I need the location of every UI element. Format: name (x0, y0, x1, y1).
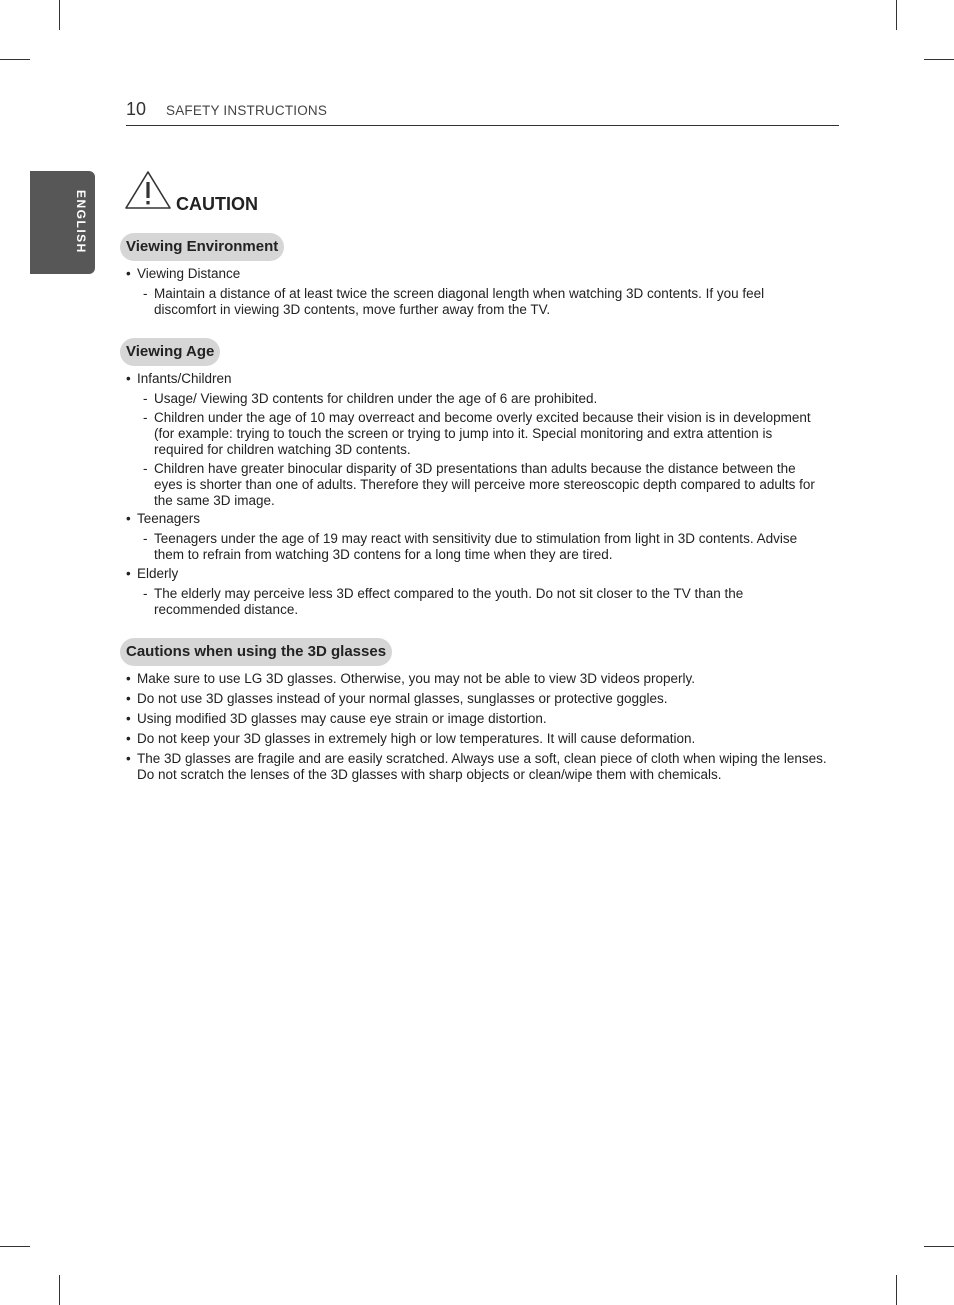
list-item-text: Using modified 3D glasses may cause eye strain or image distortion. (137, 711, 547, 726)
bullet: • (126, 266, 131, 281)
crop-mark (0, 1246, 30, 1247)
list-item-text: Infants/Children (137, 371, 232, 386)
crop-mark (59, 1275, 60, 1305)
header-rule (126, 125, 839, 126)
crop-mark (0, 59, 30, 60)
section-heading-viewing-environment: Viewing Environment (120, 233, 284, 261)
language-tab-label: ENGLISH (74, 190, 88, 254)
list-item-text: Elderly (137, 566, 179, 581)
section-heading-viewing-age: Viewing Age (120, 338, 220, 366)
warning-triangle-icon (124, 170, 172, 212)
sub-list-item-text: Teenagers under the age of 19 may react with sensitivity due to stimulation from light in 3D contents. Advise them to refrain from watching 3D contens for a long time when they are tired. (154, 531, 798, 562)
crop-mark (896, 0, 897, 30)
sub-list-item-text: Children under the age of 10 may overreact and become overly excited because their vision is in development (for example: trying to touch the screen or trying to jump into it. Special monitoring and extra attention is required for children watching 3D contents. (154, 410, 811, 457)
list-item-text: Viewing Distance (137, 266, 241, 281)
crop-mark (59, 0, 60, 30)
crop-mark (924, 59, 954, 60)
sub-list-item-text: The elderly may perceive less 3D effect compared to the youth. Do not sit closer to the TV than the recommended distance. (154, 586, 744, 617)
crop-mark (896, 1275, 897, 1305)
sub-list-item-text: Maintain a distance of at least twice the screen diagonal length when watching 3D contents. If you feel discomfort in viewing 3D contents, move further away from the TV. (154, 286, 765, 317)
crop-mark (924, 1246, 954, 1247)
section-heading-3d-glasses: Cautions when using the 3D glasses (120, 638, 392, 666)
page-number: 10 (126, 99, 147, 119)
list-item-text: Do not use 3D glasses instead of your normal glasses, sunglasses or protective goggles. (137, 691, 668, 706)
caution-title: CAUTION (176, 194, 258, 214)
sub-list-item-text: Children have greater binocular disparity of 3D presentations than adults because the distance between the eyes is shorter than one of adults. Therefore they will perceive more stereoscopic depth compared to adults for the same 3D image. (154, 461, 815, 508)
section-title: SAFETY INSTRUCTIONS (166, 103, 328, 118)
list-item-text: The 3D glasses are fragile and are easily scratched. Always use a soft, clean piece of cloth when wiping the lenses. Do not scratch the lenses of the 3D glasses with sharp objects or clean/wipe them with chemicals. (137, 751, 827, 782)
sub-list-item-text: Usage/ Viewing 3D contents for children under the age of 6 are prohibited. (154, 391, 598, 406)
list-item-text: Make sure to use LG 3D glasses. Otherwise, you may not be able to view 3D videos properly. (137, 671, 696, 686)
list-item-text: Teenagers (137, 511, 201, 526)
list-item-text: Do not keep your 3D glasses in extremely high or low temperatures. It will cause deformation. (137, 731, 696, 746)
